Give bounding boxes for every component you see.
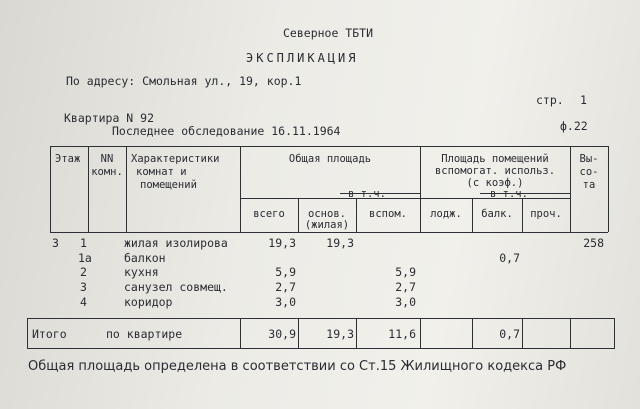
row-aux: 3,0 bbox=[395, 295, 416, 309]
row-floor: 3 bbox=[52, 236, 59, 250]
header-bottom-border bbox=[50, 232, 608, 233]
header-balcony: балк. bbox=[481, 208, 513, 220]
header-aux-area-2: вспомогат. использ. bbox=[434, 165, 556, 177]
header-aux-incl: в т.ч. bbox=[490, 188, 528, 200]
totals-bottom-border bbox=[27, 348, 615, 349]
header-total-aux: вспом. bbox=[369, 208, 407, 220]
header-floor: Этаж bbox=[55, 153, 81, 165]
row-desc: жилая изолирова bbox=[124, 236, 228, 250]
header-height-2: со- bbox=[579, 166, 599, 178]
header-desc: Характеристики bbox=[131, 153, 220, 165]
header-height-3: та bbox=[582, 179, 596, 191]
totals-total: 30,9 bbox=[268, 327, 296, 341]
row-desc: балкон bbox=[124, 251, 166, 265]
header-nn: NN bbox=[100, 153, 114, 165]
row-desc: кухня bbox=[124, 265, 159, 279]
row-nn: 3 bbox=[80, 280, 87, 294]
header-total-incl: в т.ч. bbox=[348, 188, 386, 200]
totals-main: 19,3 bbox=[326, 327, 354, 341]
header-total-main: основ. bbox=[308, 208, 346, 220]
row-total: 2,7 bbox=[275, 280, 296, 294]
header-height: Вы- bbox=[579, 153, 599, 165]
totals-label: Итого bbox=[32, 327, 67, 341]
col-line bbox=[50, 146, 51, 232]
header-nn-2: комн. bbox=[91, 166, 123, 178]
header-aux-area-3: (с коэф.) bbox=[466, 177, 524, 189]
header-loggia: лодж. bbox=[430, 208, 462, 220]
page-label: стр. bbox=[536, 93, 564, 107]
row-aux: 5,9 bbox=[395, 265, 416, 279]
totals-col-line bbox=[570, 318, 571, 348]
header-desc-3: помещений bbox=[140, 179, 197, 191]
row-main: 19,3 bbox=[326, 236, 354, 250]
col-line bbox=[608, 146, 609, 232]
col-line bbox=[126, 146, 127, 232]
totals-top-border bbox=[27, 318, 615, 319]
row-nn: 4 bbox=[80, 295, 87, 309]
row-nn: 1а bbox=[78, 251, 92, 265]
page-number: 1 bbox=[580, 93, 587, 107]
form-number: ф.22 bbox=[560, 119, 588, 133]
total-sub-rule bbox=[240, 198, 422, 199]
header-total-area: Общая площадь bbox=[288, 153, 372, 165]
totals-aux: 11,6 bbox=[388, 327, 416, 341]
row-total: 19,3 bbox=[268, 236, 296, 250]
footer-note: Общая площадь определена в соответствии со Ст.15 Жилищного кодекса РФ bbox=[28, 359, 567, 374]
organization-name: Северное ТБТИ bbox=[283, 26, 374, 40]
row-balcony: 0,7 bbox=[499, 251, 520, 265]
apartment-number: Квартира N 92 bbox=[64, 111, 155, 125]
header-other: проч. bbox=[530, 208, 562, 220]
totals-col-line bbox=[614, 318, 615, 348]
inspection-date: Последнее обследование 16.11.1964 bbox=[112, 124, 341, 138]
totals-col-line bbox=[522, 318, 523, 348]
header-aux-area: Площадь помещений bbox=[441, 153, 549, 165]
row-nn: 1 bbox=[80, 236, 87, 250]
row-total: 5,9 bbox=[275, 265, 296, 279]
header-desc-2: комнат и bbox=[136, 166, 187, 178]
address-line: По адресу: Смольная ул., 19, кор.1 bbox=[66, 74, 302, 88]
totals-balcony: 0,7 bbox=[499, 327, 520, 341]
document-title: ЭКСПЛИКАЦИЯ bbox=[246, 51, 359, 65]
row-desc: санузел совмещ. bbox=[124, 280, 228, 294]
row-desc: коридор bbox=[124, 295, 173, 309]
header-total-sum: всего bbox=[253, 208, 285, 220]
totals-scope: по квартире bbox=[106, 327, 183, 341]
totals-col-line bbox=[420, 318, 421, 348]
totals-col-line bbox=[27, 318, 28, 348]
row-aux: 2,7 bbox=[395, 280, 416, 294]
table-top-border bbox=[50, 146, 608, 147]
header-total-main-2: (жилая) bbox=[304, 219, 350, 231]
row-total: 3,0 bbox=[275, 295, 296, 309]
row-nn: 2 bbox=[80, 265, 87, 279]
row-height: 258 bbox=[583, 236, 604, 250]
